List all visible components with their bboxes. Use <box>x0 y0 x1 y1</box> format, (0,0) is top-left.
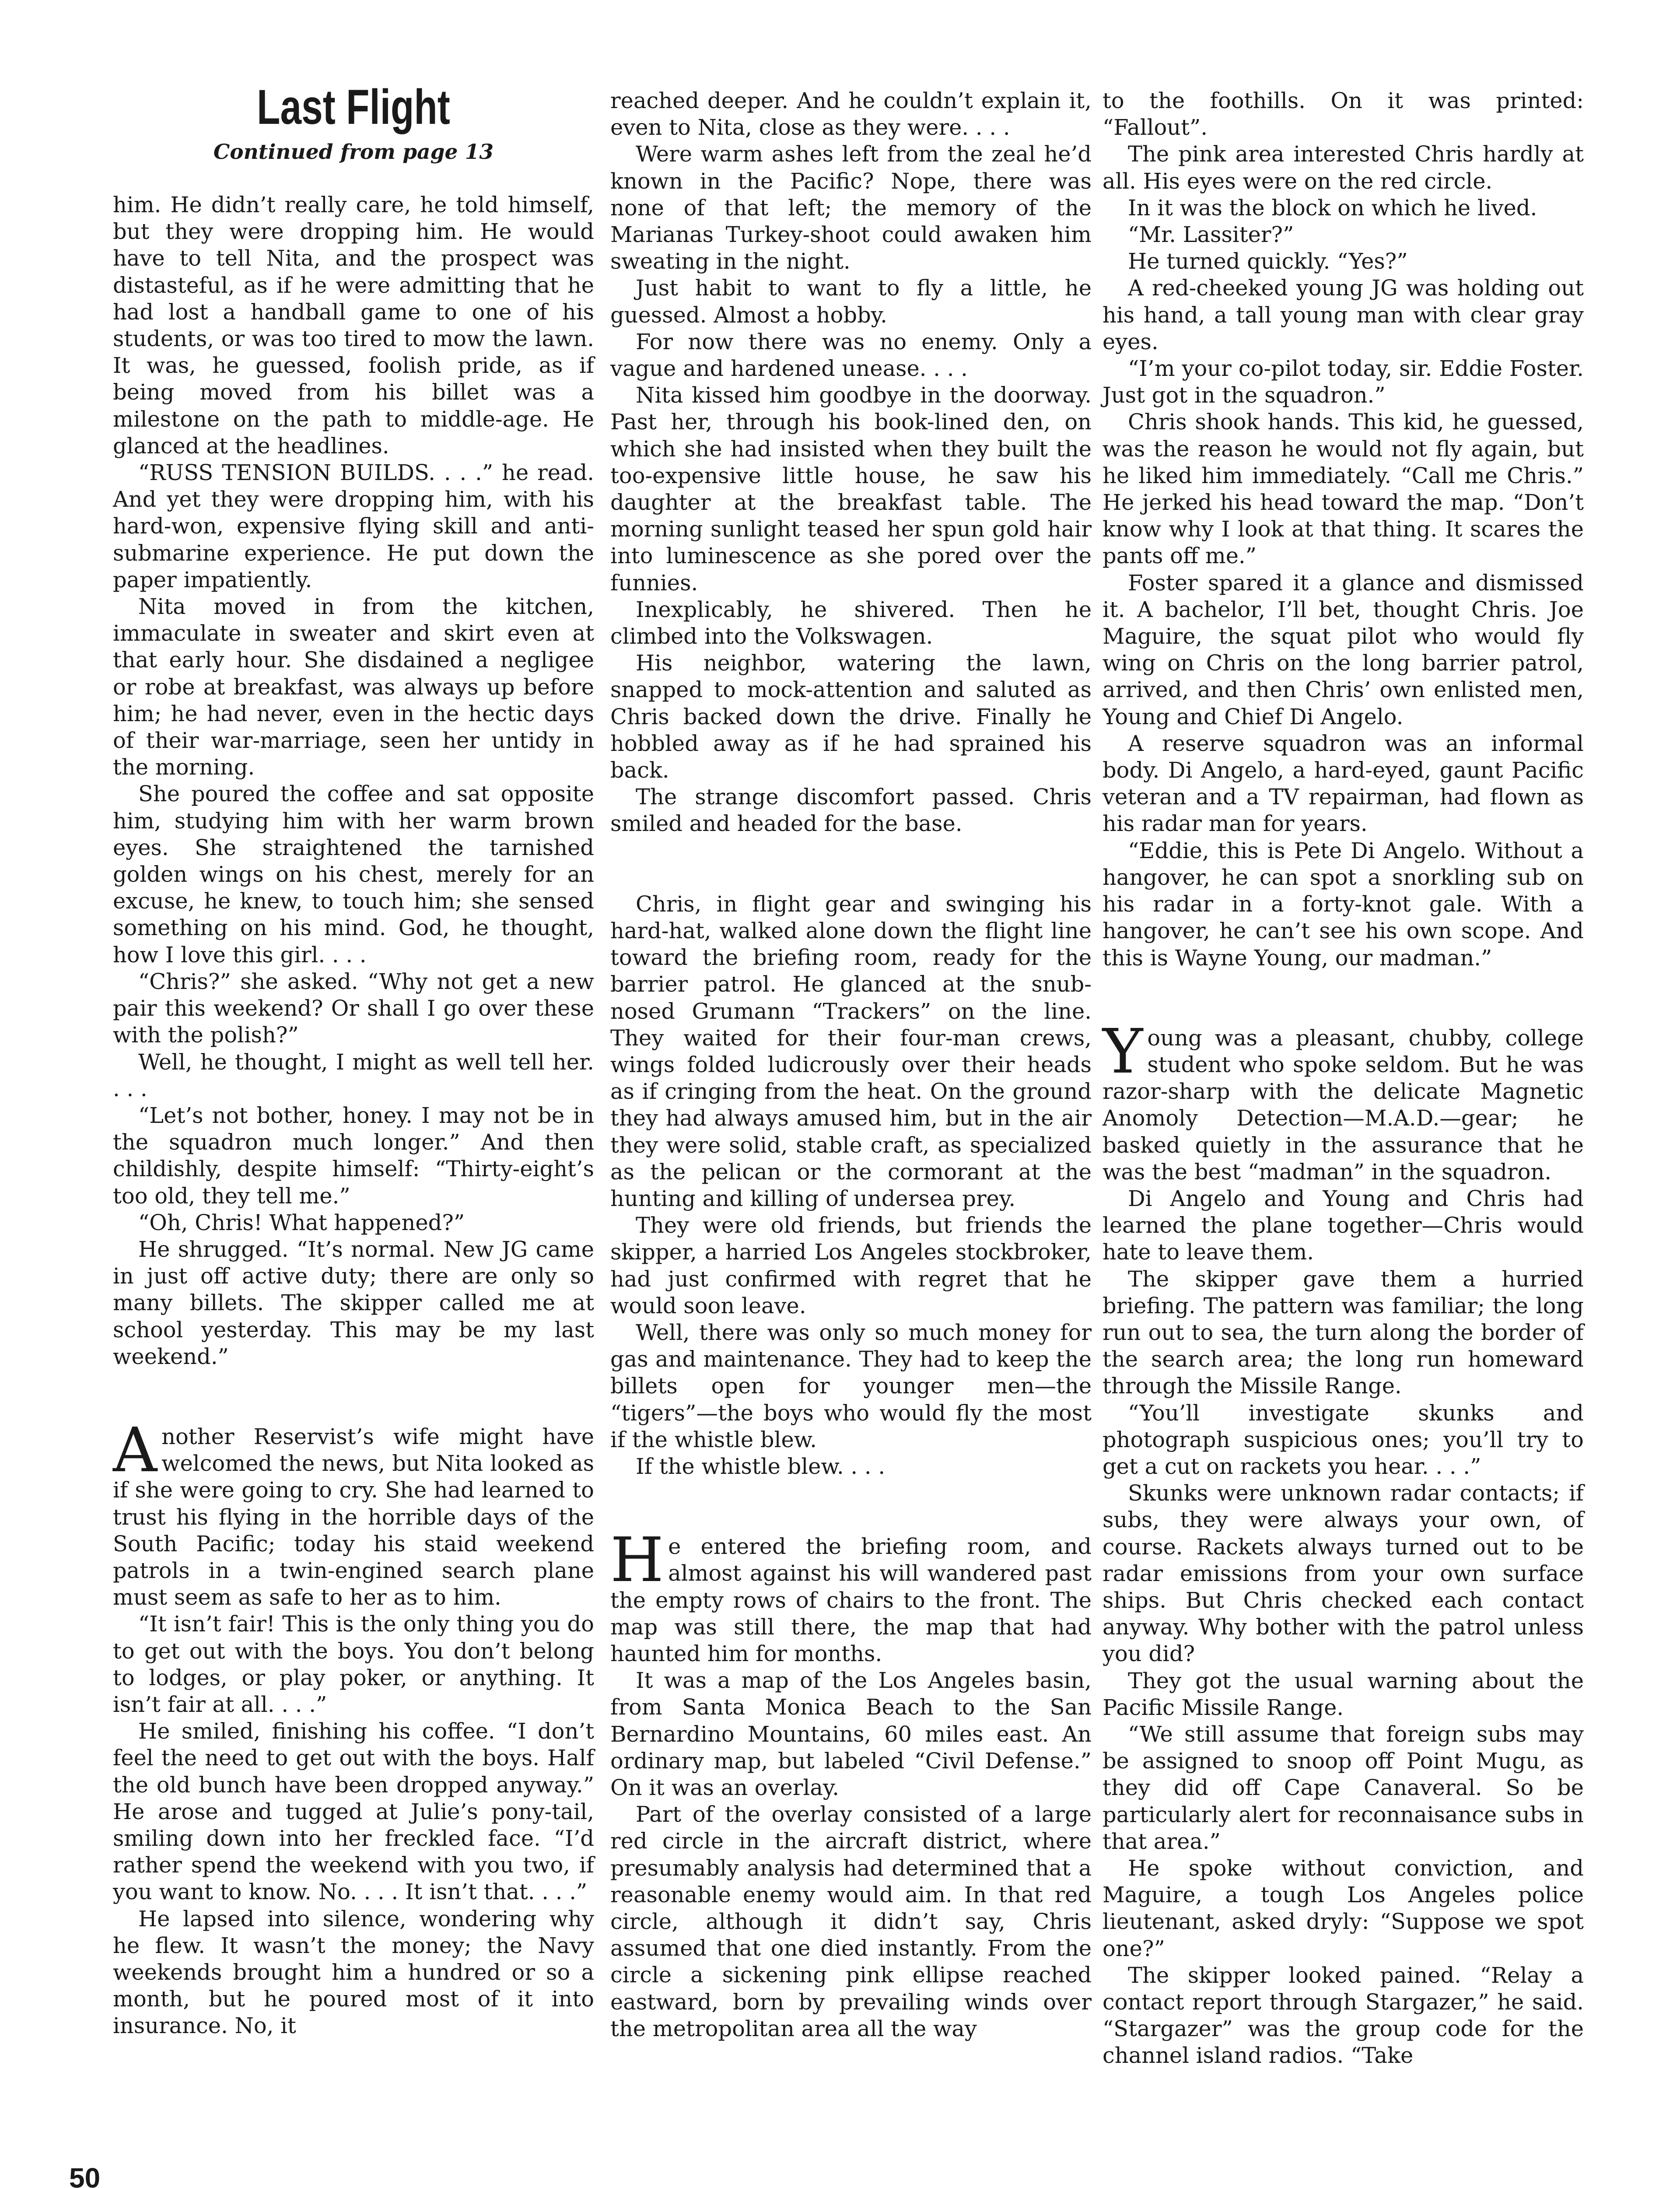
paragraph <box>1102 409 1584 569</box>
paragraph <box>610 650 1092 784</box>
paragraph <box>1102 1016 1584 1185</box>
paragraph-text: “We still assume that foreign subs may be assigned to snoop off Point Mugu, as they did off Cape Canaveral. So be particularly alert for reconnaisance subs in that area.” <box>1102 1721 1584 1854</box>
paragraph-text: A reserve squadron was an informal body. Di Angelo, a hard-eyed, gaunt Pacific veteran and a TV repairman, had flown as his radar man for years. <box>1102 730 1584 837</box>
paragraph-text: He shrugged. “It’s normal. New JG came in just off active duty; there are only so many billets. The skipper called me at school yesterday. This may be my last weekend.” <box>113 1236 594 1369</box>
paragraph-text: They were old friends, but friends the skipper, a harried Los Angeles stockbroker, had just confirmed with regret that he would soon leave. <box>610 1213 1092 1318</box>
paragraph <box>1102 1185 1584 1266</box>
paragraph-text: nother Reservist’s wife might have welcomed the news, but Nita looked as if she were going to cry. She had learned to trust his flying in the horrible days of the South Pacific; today his staid weekend patrols in a twin-engined search plane must seem as safe to her as to him. <box>113 1424 594 1610</box>
paragraph-text: He turned quickly. “Yes?” <box>1128 249 1408 274</box>
paragraph <box>113 1049 594 1102</box>
paragraph <box>113 593 594 781</box>
paragraph <box>113 459 594 593</box>
paragraph <box>113 781 594 968</box>
paragraph <box>1102 275 1584 355</box>
paragraph-text: Inexplicably, he shivered. Then he climbed into the Volkswagen. <box>610 596 1092 649</box>
drop-cap: Y <box>1102 1016 1143 1087</box>
paragraph-text: “Oh, Chris! What happened?” <box>138 1210 465 1235</box>
paragraph <box>610 1525 1092 1667</box>
paragraph <box>1102 88 1584 141</box>
paragraph-text: His neighbor, watering the lawn, snapped to mock-attention and saluted as Chris backed down the drive. Finally he hobbled away as if he had sprained his back. <box>610 650 1092 783</box>
story-title: Last Flight <box>257 80 450 134</box>
paragraph <box>113 1210 594 1236</box>
paragraph <box>610 784 1092 837</box>
paragraph <box>113 1414 594 1611</box>
paragraph <box>1102 730 1584 838</box>
paragraph <box>1102 248 1584 275</box>
paragraph <box>610 1212 1092 1319</box>
paragraph-text: “It isn’t fair! This is the only thing you do to get out with the boys. You don’t belong to lodges, or play poker, or anything. It isn’t fair at all. . . .” <box>113 1611 594 1717</box>
paragraph-text: It was a map of the Los Angeles basin, from Santa Monica Beach to the San Bernardino Mountains, 60 miles east. An ordinary map, but labeled “Civil Defense.” On it was an overlay. <box>610 1668 1092 1800</box>
text-column-3 <box>1102 88 1584 2069</box>
paragraph-text: to the foothills. On it was printed: “Fallout”. <box>1102 88 1584 140</box>
paragraph <box>1102 1962 1584 2069</box>
paragraph <box>1102 838 1584 971</box>
paragraph-text: The strange discomfort passed. Chris smiled and headed for the base. <box>610 784 1092 837</box>
paragraph <box>610 596 1092 650</box>
paragraph <box>1102 570 1584 730</box>
section-break <box>610 1480 1092 1533</box>
paragraph-text: Chris, in flight gear and swinging his hard-hat, walked alone down the flight line toward the briefing room, ready for the barrier patrol. He glanced at the snub-nosed Grumann “Trackers” on the line. They waited for their four-man crews, wings folded ludicrously over their heads as if cringing from the heat. On the ground they had always amused him, but in the air they were solid, stable craft, as specialized as the pelican or the cormorant at the hunting and killing of undersea prey. <box>610 891 1092 1211</box>
paragraph-text: He lapsed into silence, wondering why he flew. It wasn’t the money; the Navy weekends brought him a hundred or so a month, but he poured most of it into insurance. No, it <box>113 1906 594 2039</box>
paragraph <box>113 1102 594 1210</box>
paragraph <box>610 1667 1092 1801</box>
paragraph-text: For now there was no enemy. Only a vague and hardened unease. . . . <box>610 329 1092 382</box>
paragraph <box>113 1718 594 1905</box>
paragraph <box>1102 1266 1584 1400</box>
paragraph-text: The skipper gave them a hurried briefing. The pattern was familiar; the long run out to sea, the turn along the border of the search area; the long run homeward through the Missile Range. <box>1102 1266 1584 1399</box>
paragraph <box>610 891 1092 1212</box>
paragraph-text: A red-cheeked young JG was holding out his hand, a tall young man with clear gray eyes. <box>1102 275 1584 354</box>
paragraph-text: In it was the block on which he lived. <box>1128 195 1537 221</box>
paragraph <box>113 1236 594 1370</box>
paragraph-text: She poured the coffee and sat opposite him, studying him with her warm brown eyes. She straightened the tarnished golden wings on his chest, merely for an excuse, he knew, to touch him; she sensed something on his mind. God, he thought, how I love this girl. . . . <box>113 781 594 968</box>
paragraph <box>610 88 1092 141</box>
paragraph-text: Foster spared it a glance and dismissed it. A bachelor, I’ll bet, thought Chris. Joe Maguire, the squat pilot who would fly wing on Chris on the long barrier patrol, arrived, and then Chris’ own enlisted men, Young and Chief Di Angelo. <box>1102 570 1584 729</box>
paragraph <box>610 1453 1092 1480</box>
paragraph-text: “Eddie, this is Pete Di Angelo. Without a hangover, he can spot a snorkling sub on his radar in a forty-knot gale. With a hangover, he can’t see his own scope. And this is Wayne Young, our madman.” <box>1102 838 1584 971</box>
continued-note: Continued from page 13 <box>213 140 494 164</box>
paragraph <box>1102 221 1584 248</box>
paragraph-text: him. He didn’t really care, he told himself, but they were dropping him. He would have to tell Nita, and the prospect was distasteful, as if he were admitting that he had lost a handball game to one of his students, or was too tired to mow the lawn. It was, he guessed, foolish pride, as if being moved from his billet was a milestone on the path to middle-age. He glanced at the headlines. <box>113 192 594 459</box>
paragraph-text: He spoke without conviction, and Maguire, a tough Los Angeles police lieutenant, asked dryly: “Suppose we spot one?” <box>1102 1855 1584 1961</box>
paragraph <box>113 192 594 459</box>
paragraph-text: Part of the overlay consisted of a large red circle in the aircraft district, where presumably analysis had determined that a reasonable enemy would aim. In that red circle, although it didn’t say, Chris assumed that one died instantly. From the circle a sickening pink ellipse reached eastward, born by prevailing winds over the metropolitan area all the way <box>610 1802 1092 2041</box>
paragraph-text: He smiled, finishing his coffee. “I don’t feel the need to get out with the boys. Half the old bunch have been dropped anyway.” He arose and tugged at Julie’s pony-tail, smiling down into her freckled face. “I’d rather spend the weekend with you two, if you want to know. No. . . . It isn’t that. . . .” <box>113 1718 594 1905</box>
paragraph <box>113 1906 594 2040</box>
paragraph <box>113 968 594 1049</box>
drop-cap: A <box>113 1414 158 1486</box>
paragraph <box>610 1319 1092 1453</box>
paragraph <box>1102 355 1584 409</box>
paragraph <box>1102 1855 1584 1962</box>
paragraph-text: “RUSS TENSION BUILDS. . . .” he read. And yet they were dropping him, with his hard-won, expensive flying skill and anti-submarine experience. He put down the paper impatiently. <box>113 460 594 593</box>
paragraph <box>610 329 1092 382</box>
paragraph-text: Di Angelo and Young and Chris had learned the plane together—Chris would hate to leave them. <box>1102 1185 1584 1265</box>
paragraph-text: “I’m your co-pilot today, sir. Eddie Foster. Just got in the squadron.” <box>1102 356 1584 408</box>
paragraph-text: The pink area interested Chris hardly at all. His eyes were on the red circle. <box>1102 141 1584 194</box>
paragraph-text: reached deeper. And he couldn’t explain it, even to Nita, close as they were. . . . <box>610 88 1092 140</box>
text-column-1 <box>113 192 594 2040</box>
section-break <box>1102 971 1584 1025</box>
paragraph <box>610 141 1092 275</box>
paragraph <box>610 1801 1092 2042</box>
paragraph <box>1102 195 1584 221</box>
paragraph-text: Chris shook hands. This kid, he guessed, was the reason he would not fly again, but he liked him immediately. “Call me Chris.” He jerked his head toward the map. “Don’t know why I look at that thing. It scares the pants off me.” <box>1102 409 1584 569</box>
paragraph-text: Well, there was only so much money for gas and maintenance. They had to keep the billets open for younger men—the “tigers”—the boys who would fly the most if the whistle blew. <box>610 1319 1092 1452</box>
paragraph-text: e entered the briefing room, and almost against his will wandered past the empty rows of chairs to the front. The map was still there, the map that had haunted him for months. <box>610 1534 1092 1666</box>
paragraph-text: “Chris?” she asked. “Why not get a new pair this weekend? Or shall I go over these with the polish?” <box>113 968 594 1048</box>
paragraph <box>1102 141 1584 194</box>
text-column-2 <box>610 88 1092 2042</box>
paragraph-text: Were warm ashes left from the zeal he’d known in the Pacific? Nope, there was none of that left; the memory of the Marianas Turkey-shoot could awaken him sweating in the night. <box>610 141 1092 274</box>
paragraph-text: Nita kissed him goodbye in the doorway. Past her, through his book-lined den, on which she had insisted when they built the too-expensive little house, he saw his daughter at the breakfast table. The morning sunlight teased her spun gold hair into luminescence as she pored over the funnies. <box>610 382 1092 596</box>
paragraph-text: “You’ll investigate skunks and photograph suspicious ones; you’ll try to get a cut on rackets you hear. . . .” <box>1102 1400 1584 1479</box>
paragraph-text: They got the usual warning about the Pacific Missile Range. <box>1102 1668 1584 1720</box>
paragraph-text: “Let’s not bother, honey. I may not be in the squadron much longer.” And then childishly, despite himself: “Thirty-eight’s too old, they tell me.” <box>113 1102 594 1209</box>
paragraph <box>1102 1480 1584 1667</box>
paragraph-text: The skipper looked pained. “Relay a contact report through Stargazer,” he said. “Stargazer” was the group code for the channel island radios. “Take <box>1102 1962 1584 2069</box>
paragraph <box>610 382 1092 596</box>
section-break <box>610 838 1092 891</box>
paragraph <box>610 275 1092 328</box>
paragraph-text: Nita moved in from the kitchen, immaculate in sweater and skirt even at that early hour. She disdained a negligee or robe at breakfast, was always up before him; he had never, even in the hectic days of their war-marriage, seen her untidy in the morning. <box>113 594 594 780</box>
paragraph-text: oung was a pleasant, chubby, college student who spoke seldom. But he was razor-sharp with the delicate Magnetic Anomoly Detection—M.A.D.—gear; he basked quietly in the assurance that he was the best “madman” in the squadron. <box>1102 1025 1584 1185</box>
paragraph-text: If the whistle blew. . . . <box>636 1453 886 1479</box>
paragraph <box>1102 1721 1584 1855</box>
page-number: 50 <box>69 2162 101 2188</box>
paragraph-text: “Mr. Lassiter?” <box>1128 222 1294 248</box>
drop-cap: H <box>610 1525 664 1596</box>
section-break <box>113 1370 594 1424</box>
paragraph <box>1102 1668 1584 1721</box>
paragraph-text: Well, he thought, I might as well tell her. . . . <box>113 1049 594 1101</box>
paragraph-text: Skunks were unknown radar contacts; if subs, they were always your own, of course. Rackets always turned out to be radar emissions from your own surface ships. But Chris checked each contact anyway. Why bother with the patrol unless you did? <box>1102 1480 1584 1667</box>
paragraph <box>113 1611 594 1718</box>
paragraph <box>1102 1400 1584 1480</box>
paragraph-text: Just habit to want to fly a little, he guessed. Almost a hobby. <box>610 275 1092 328</box>
